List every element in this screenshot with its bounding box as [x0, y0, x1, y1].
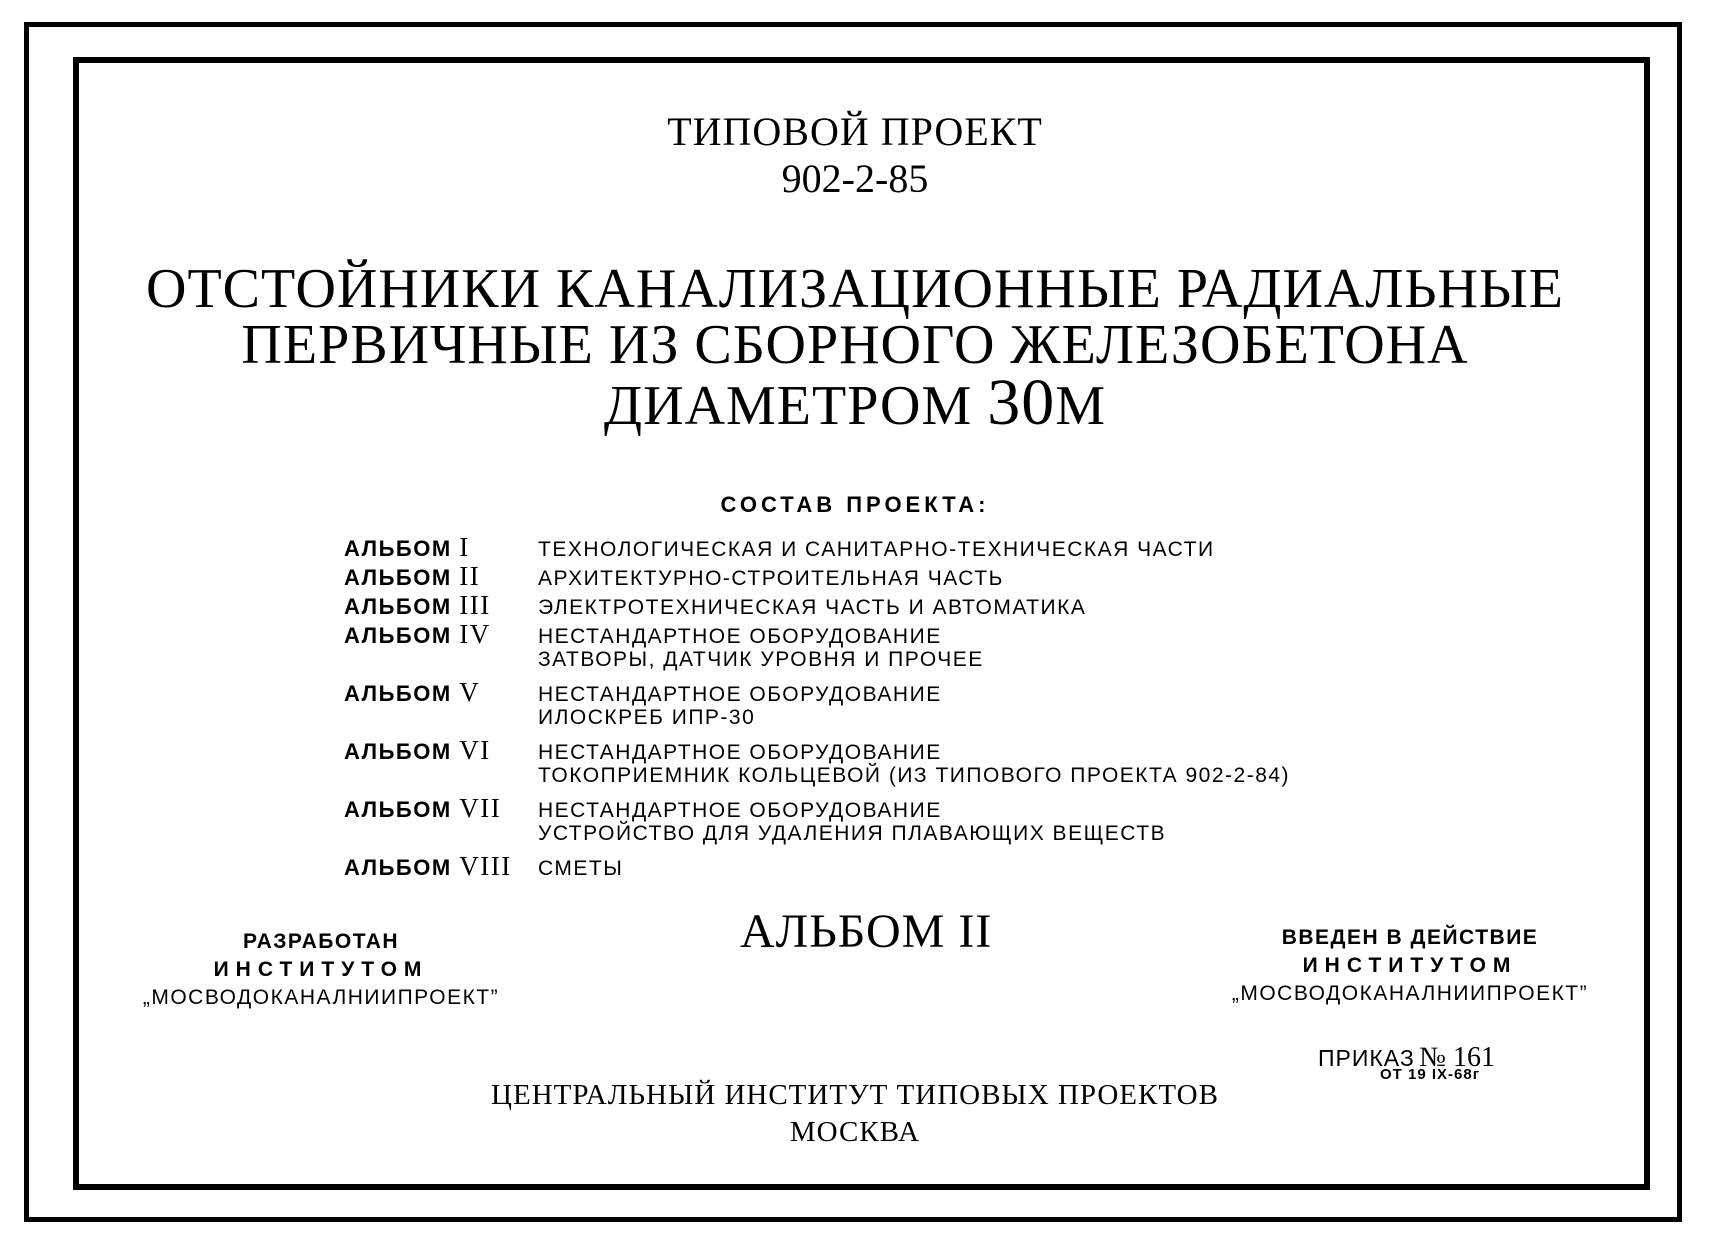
album-label	[344, 532, 538, 563]
album-number: III	[459, 590, 491, 620]
title-line-3	[0, 366, 1710, 439]
central-institute: ЦЕНТРАЛЬНЫЙ ИНСТИТУТ ТИПОВЫХ ПРОЕКТОВ	[491, 1079, 1219, 1111]
album-description: НЕСТАНДАРТНОЕ ОБОРУДОВАНИЕ	[538, 625, 942, 648]
city: МОСКВА	[789, 1116, 921, 1148]
album-row	[344, 590, 1290, 619]
developer-block	[116, 928, 526, 1012]
composition-heading: СОСТАВ ПРОЕКТА:	[720, 492, 990, 517]
album-label	[344, 677, 538, 708]
album-row	[344, 561, 1290, 590]
album-description: СМЕТЫ	[538, 857, 624, 880]
album-label-text: АЛЬБОМ	[344, 536, 452, 561]
album-description: НЕСТАНДАРТНОЕ ОБОРУДОВАНИЕ	[538, 799, 942, 822]
album-row	[344, 822, 1290, 851]
album-label	[344, 793, 538, 824]
album-description: ИЛОСКРЕБ ИПР-30	[538, 706, 756, 729]
album-label-text: АЛЬБОМ	[344, 855, 452, 880]
order-date: ОТ 19 IX-68г	[1380, 1066, 1480, 1083]
album-list	[344, 532, 1290, 880]
current-album: АЛЬБОМ II	[740, 905, 993, 958]
album-number: VIII	[459, 851, 512, 881]
album-label	[344, 735, 538, 766]
album-number: V	[459, 677, 481, 707]
album-row	[344, 793, 1290, 822]
album-label-text: АЛЬБОМ	[344, 797, 452, 822]
album-label	[344, 851, 538, 882]
album-label-text: АЛЬБОМ	[344, 739, 452, 764]
album-description: ТОКОПРИЕМНИК КОЛЬЦЕВОЙ (ИЗ ТИПОВОГО ПРОЕКТА 902-2-84)	[538, 764, 1291, 787]
album-row	[344, 532, 1290, 561]
album-number: IV	[459, 619, 491, 649]
developer-line-3: „МОСВОДОКАНАЛНИИПРОЕКТ”	[142, 986, 500, 1009]
order-number: № 161	[1419, 1042, 1495, 1073]
developer-line-2: ИНСТИТУТОМ	[213, 958, 429, 981]
album-row	[344, 764, 1290, 793]
album-number: II	[459, 561, 481, 591]
title-line-1: ОТСТОЙНИКИ КАНАЛИЗАЦИОННЫЕ РАДИАЛЬНЫЕ	[146, 258, 1564, 320]
title-diameter-unit: М	[1055, 375, 1107, 437]
album-description: ЗАТВОРЫ, ДАТЧИК УРОВНЯ И ПРОЧЕЕ	[538, 648, 984, 671]
album-row	[344, 851, 1290, 880]
album-description: АРХИТЕКТУРНО-СТРОИТЕЛЬНАЯ ЧАСТЬ	[538, 567, 1004, 590]
album-label	[344, 619, 538, 650]
album-row	[344, 677, 1290, 706]
introduced-line-3: „МОСВОДОКАНАЛНИИПРОЕКТ”	[1231, 982, 1589, 1005]
album-description: УСТРОЙСТВО ДЛЯ УДАЛЕНИЯ ПЛАВАЮЩИХ ВЕЩЕСТВ	[538, 822, 1167, 845]
album-label	[344, 561, 538, 592]
album-description: ТЕХНОЛОГИЧЕСКАЯ И САНИТАРНО-ТЕХНИЧЕСКАЯ ЧАСТИ	[538, 538, 1215, 561]
album-description: НЕСТАНДАРТНОЕ ОБОРУДОВАНИЕ	[538, 741, 942, 764]
title-diameter-value: 30	[987, 366, 1056, 439]
album-description: НЕСТАНДАРТНОЕ ОБОРУДОВАНИЕ	[538, 683, 942, 706]
album-number: VII	[459, 793, 502, 823]
introduced-block	[1200, 924, 1620, 1008]
album-number: VI	[459, 735, 491, 765]
album-label-text: АЛЬБОМ	[344, 681, 452, 706]
order-label: ПРИКАЗ	[1318, 1045, 1415, 1071]
album-label	[344, 590, 538, 621]
album-label-text: АЛЬБОМ	[344, 623, 452, 648]
album-description: ЭЛЕКТРОТЕХНИЧЕСКАЯ ЧАСТЬ И АВТОМАТИКА	[538, 596, 1087, 619]
album-row	[344, 706, 1290, 735]
introduced-line-1: ВВЕДЕН В ДЕЙСТВИЕ	[1281, 926, 1539, 949]
project-type: ТИПОВОЙ ПРОЕКТ	[667, 109, 1043, 154]
project-number: 902-2-85	[781, 156, 929, 201]
album-label-text: АЛЬБОМ	[344, 565, 452, 590]
title-line-3-text: ДИАМЕТРОМ	[603, 375, 973, 437]
order-block	[1318, 1042, 1495, 1083]
introduced-line-2: ИНСТИТУТОМ	[1302, 954, 1518, 977]
album-row	[344, 648, 1290, 677]
album-row	[344, 619, 1290, 648]
title-line-2: ПЕРВИЧНЫЕ ИЗ СБОРНОГО ЖЕЛЕЗОБЕТОНА	[241, 314, 1469, 376]
album-label-text: АЛЬБОМ	[344, 594, 452, 619]
album-row	[344, 735, 1290, 764]
album-number: I	[459, 532, 470, 562]
developer-line-1: РАЗРАБОТАН	[242, 930, 400, 953]
